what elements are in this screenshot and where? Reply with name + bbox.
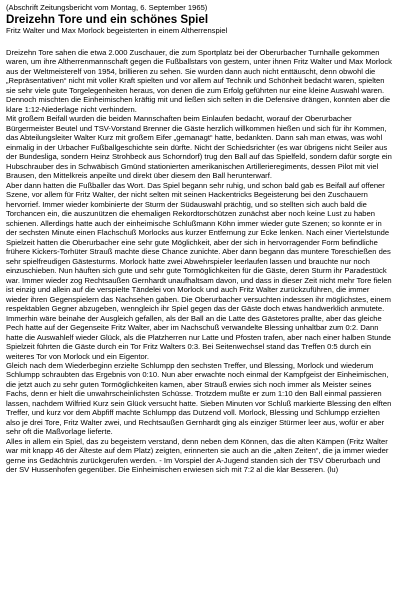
- paragraph-first-half: Aber dann hatten die Fußballer das Wort. Das Spiel begann sehr ruhig, und schon bald gab es Beifall auf offener Szene, vor allem für Fritz Walter, der nicht selten mit seinen Hackentricks Begeisterung bei den Zuschauern hervorrief. Immer wieder kombinierte der Sturm der Südauswahl prächtig, und so stellten sich auch bald die Torchancen ein, die auszunützen die ehemaligen Rekordtorschützen zunächst aber noch keine Lust zu haben schienen. Allerdings hatte auch der einheimische Schlußmann Köhn immer wieder gute Szenen; so konnte er in der sechsten Minute einen Flachschuß Morlocks aus kurzer Entfernung zur Ecke lenken. Nach einer Viertelstunde Spielzeit hatten die Oberurbacher eine sehr gute Möglichkeit, aber der sich in hervorragender Form befindliche frühere Kickers-Torhüter Strauß machte diese Chance zunichte. Aber dann begann das muntere Toreschießen des sehr spielfreudigen Gästesturms. Morlock hatte zwei Abwehrspieler leerlaufen lassen und brauchte nur noch einzuschieben. Nun häuften sich gute und sehr gute Tormöglichkeiten für die Gäste, deren Sturm ihr Paradestück war. Immer wieder zog Rechtsaußen Gernhardt unaufhaltsam davon, und dass in dieser Zeit nicht mehr Tore fielen ist einzig und allein auf die verspielte Tändelei von Morlock und auch Fritz Walter zurückzuführen, die immer wieder ihren Gegenspielern das Nachsehen gaben. Die Oberurbacher versuchten indessen ihr möglichstes, einem respektablen Gegner abzugeben, wenngleich ihr Spiel gegen das der Gäste doch etwas handwerklich anmutete. Immerhin wäre beinahe der Ausgleich gefallen, als der Ball an die Latte des Gästetores prallte, aber das gleiche Pech hatte auf der Gegenseite Fritz Walter, aber im Nachschuß verwandelte Blessing unhaltbar zum 0:2. Dann hatte die Auswahlelf wieder Glück, als die Platzherren nur Latte und Pfosten trafen, aber nach einer halben Stunde Spielzeit führten die Gäste durch ein Tor Fritz Walters 0:3. Bei Seitenwechsel stand das Treffen 0:5 durch ein weiteres Tor von Morlock und ein Eigentor.: [6, 180, 392, 361]
- paragraph-conclusion: Alles in allem ein Spiel, das zu begeistern verstand, denn neben dem Können, das die alten Kämpen (Fritz Walter war mit knapp 46 der Älteste auf dem Platz) zeigten, erinnerten sie auch an die „alten Zeiten“, die ja immer wieder gerne ins Gedächtnis zurückgerufen werden. - Im Vorspiel der A-Jugend standen sich der TSV Oberurbach und der SV Hussenhofen gegenüber. Die Einheimischen erwiesen sich mit 7:2 al die klar Besseren. (lu): [6, 436, 389, 475]
- paragraph-second-half: Gleich nach dem Wiederbeginn erzielte Schlumpp den sechsten Treffer, und Blessing, Morlock und wiederum Schlumpp schraubten das Ergebnis von 0:10. Nun aber erwachte noch einmal der Kampfgeist der Einheimischen, die jetzt auch zu sehr guten Tormöglichkeiten kamen, aber Strauß erwies sich noch immer als Meister seines Fachs, denn er hielt die unwahrscheinlichsten Schüsse. Trotzdem mußte er zum 1:10 den Ball einmal passieren lassen, nachdem Wilfried Kurz sein Glück versucht hatte. Sieben Minuten vor Schluß markierte Blessing den elften Treffer, und kurz vor dem Abpfiff machte Schlumpp das Dutzend voll. Morlock, Blessing und Schlumpp erzielten also je drei Tore, Fritz Walter zwei, und Rechtsaußen Gernhardt ging als einziger Stürmer leer aus, wofür er aber sehr oft die Maßvorlage lieferte.: [6, 360, 392, 437]
- paragraph-prematch: Mit großem Beifall wurden die beiden Mannschaften beim Einlaufen bedacht, worauf der Oberurbacher Bürgermeister Beutel und TSV-Vorstand Brenner die Gäste herzlich willkommen hießen und sich für ihr Kommen, das Abteilungsleiter Walter Kurz mit großem Eifer „gemanagt“ hatte, bedankten. Dann sah man etwas, was wohl einmalig in der Urbacher Fußballgeschichte sein dürfte. Nicht der Schiedsrichter (es war übrigens nicht Seiler aus der Bundesliga, sondern Heinz Strohbeck aus Schorndorf) trug den Ball auf das Spielfeld, sondern dafür sorgte ein Hubschrauber des in Schwäbisch Gmünd stationierten amerikanischen Artillerieregiments, dessen Pilot mit viel Brausen, den Mittelkreis anpeilte und direkt über diesem den Ball herunterwarf.: [6, 114, 392, 181]
- paragraph-intro: Dreizehn Tore sahen die etwa 2.000 Zuschauer, die zum Sportplatz bei der Oberurbacher Turnhalle gekommen waren, um ihre Altherrenmannschaft gegen die Fußballstars von gestern, unter ihnen Fritz Walter und Max Morlock aus der Weltmeisterelf von 1954, brillieren zu sehen. Sie wurden dann auch nicht enttäuscht, denn obwohl die „Repräsentativen“ nicht mit voller Kraft spielten und vor allem auf Technik und Schönheit bedacht waren, spielten sie sehr viele gute Torgelegenheiten heraus, von denen die zum Erfolg geführten nur eine kleine Auswahl waren. Dennoch mischten die Einheimischen kräftig mit und ließen sich selten in die Defensive drängen, konnten aber die klare 1:12-Niederlage nicht verhindern.: [6, 48, 392, 114]
- article-headline: Dreizehn Tore und ein schönes Spiel: [6, 12, 209, 26]
- article-subheadline: Fritz Walter und Max Morlock begeisterten in einem Altherrenspiel: [6, 25, 228, 35]
- source-note: (Abschrift Zeitungsbericht vom Montag, 6. September 1965): [6, 3, 208, 12]
- article-body: [6, 48, 392, 475]
